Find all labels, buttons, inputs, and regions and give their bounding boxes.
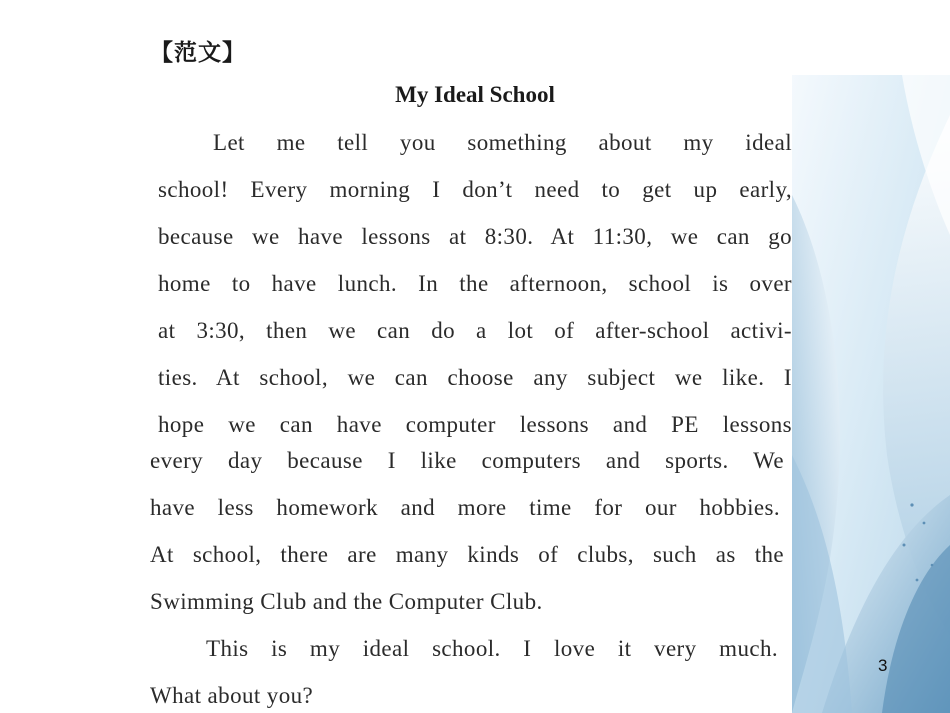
essay-line-8: every day because I like computers and sports. We (150, 448, 784, 473)
essay-line-13: What about you? (150, 683, 314, 708)
essay-title (0, 82, 950, 108)
essay-line-7: hope we can have computer lessons and PE lessons (158, 412, 792, 437)
essay-line-5: at 3:30, then we can do a lot of after-school activi- (158, 318, 792, 343)
essay-line-1: Let me tell you something about my ideal (213, 130, 792, 155)
essay-line-6: ties. At school, we can choose any subject we like. I (158, 365, 792, 390)
essay-line-9: have less homework and more time for our hobbies. (150, 495, 780, 520)
essay-title-text: My Ideal School (395, 82, 555, 107)
section-tag: 【范文】 (150, 40, 246, 66)
essay-line-4: home to have lunch. In the afternoon, school is over (158, 271, 792, 296)
page-number: 3 (878, 656, 888, 675)
essay-line-2: school! Every morning I don’t need to get up early, (158, 177, 792, 202)
essay-line-10: At school, there are many kinds of clubs, such as the (150, 542, 784, 567)
essay-line-12: This is my ideal school. I love it very much. (206, 636, 778, 661)
essay-line-3: because we have lessons at 8:30. At 11:30, we can go (158, 224, 792, 249)
lily-flower-background-icon (792, 75, 950, 713)
essay-line-11: Swimming Club and the Computer Club. (150, 589, 543, 614)
